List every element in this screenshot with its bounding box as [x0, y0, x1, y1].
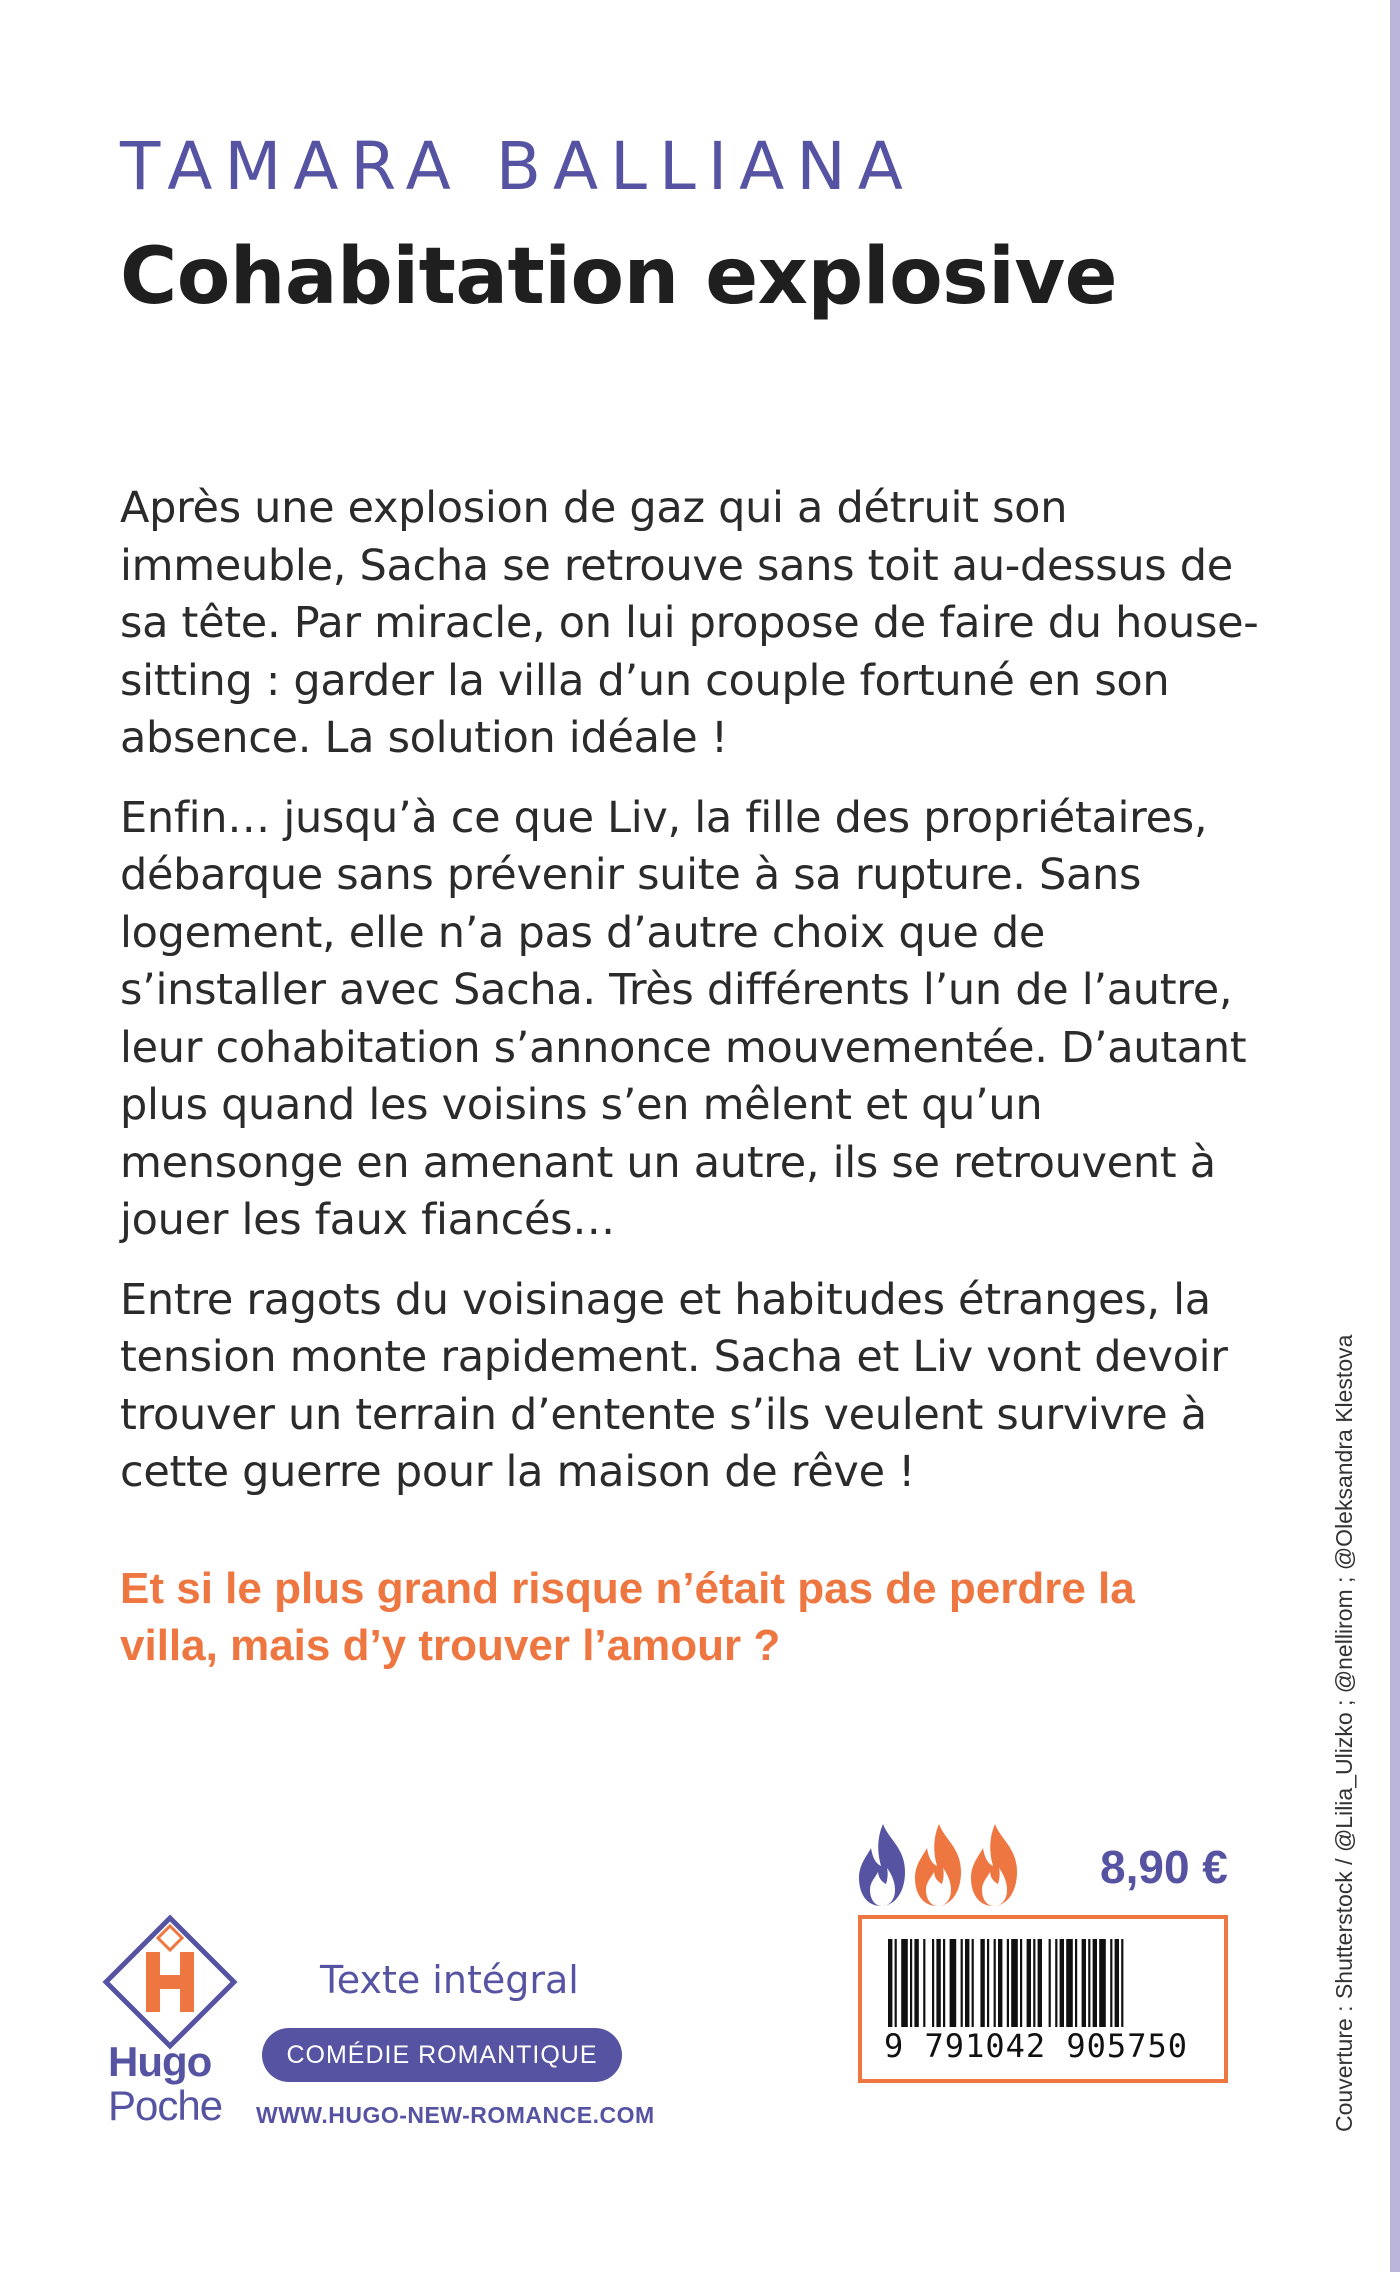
barcode-box [858, 1915, 1228, 2083]
blurb [120, 480, 1260, 1524]
price: 8,90 € [1100, 1841, 1228, 1893]
barcode-digits: 9 791042 905750 [884, 2027, 1188, 2065]
barcode-icon [878, 1939, 1208, 2031]
flame-icon [859, 1824, 905, 1906]
publisher-name-line-2: Poche [108, 2082, 223, 2129]
book-title: Cohabitation explosive [120, 232, 1118, 322]
hugo-poche-logo-icon [100, 1912, 240, 2052]
author-name: TAMARA BALLIANA [120, 128, 915, 205]
edition-label: Texte intégral [320, 1958, 579, 2002]
genre-badge: COMÉDIE ROMANTIQUE [262, 2028, 622, 2082]
cover-credit: Couverture : Shutterstock / @Lilia_Ulizko ; @nellirom ; @Oleksandra Klestova [1331, 1334, 1357, 2132]
teaser-question: Et si le plus grand risque n’était pas de perdre la villa, mais d’y trouver l’amour ? [120, 1564, 1135, 1670]
blurb-paragraph-1: Après une explosion de gaz qui a détruit son immeuble, Sacha se retrouve sans toit au-dessus de sa tête. Par miracle, on lui propose de faire du house-sitting : garder la villa d’un couple fortuné en son absence. La solution idéale ! [120, 483, 1259, 763]
spine-edge-strip [1390, 0, 1400, 2272]
spice-rating [855, 1820, 1025, 1910]
publisher-name-line-1: Hugo [108, 2038, 212, 2085]
publisher-website: WWW.HUGO-NEW-ROMANCE.COM [256, 2102, 655, 2128]
blurb-paragraph-3: Entre ragots du voisinage et habitudes étranges, la tension monte rapidement. Sacha et Liv vont devoir trouver un terrain d’entente s’ils veulent survivre à cette guerre pour la maison de rêve ! [120, 1274, 1228, 1497]
flame-icon [971, 1824, 1017, 1906]
flame-icon [915, 1824, 961, 1906]
blurb-paragraph-2: Enfin… jusqu’à ce que Liv, la fille des propriétaires, débarque sans prévenir suite à sa rupture. Sans logement, elle n’a pas d’autre choix que de s’installer avec Sacha. Très différents l’un de l’autre, leur cohabitation s’annonce mouvementée. D’autant plus quand les voisins s’en mêlent et qu’un mensonge en amenant un autre, ils se retrouvent à jouer les faux fiancés… [120, 792, 1247, 1245]
